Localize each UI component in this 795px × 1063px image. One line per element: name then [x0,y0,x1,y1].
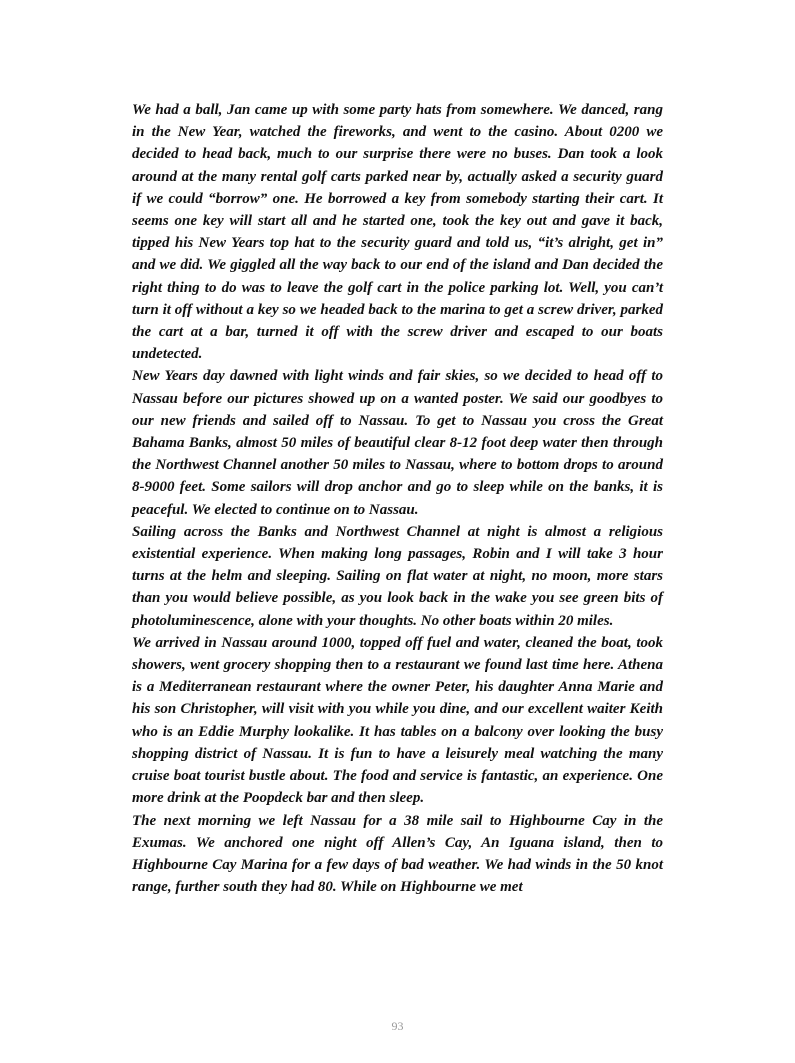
paragraph-new-years-day: New Years day dawned with light winds and fair skies, so we decided to head off to Nassau before our pictures showed up on a wanted poster. We said our goodbyes to our new friends and sailed off to Nassau. To get to Nassau you cross the Great Bahama Banks, almost 50 miles of beautiful clear 8-12 foot deep water then through the Northwest Channel another 50 miles to Nassau, where to bottom drops to around 8-9000 feet. Some sailors will drop anchor and go to sleep while on the banks, it is peaceful. We elected to continue on to Nassau. [132,368,663,518]
paragraph-highbourne-cay: The next morning we left Nassau for a 38 mile sail to Highbourne Cay in the Exumas. We anchored one night off Allen’s Cay, An Iguana island, then to Highbourne Cay Marina for a few days of bad weather. We had winds in the 50 knot range, further south they had 80. While on Highbourne we met [132,812,663,896]
body-text [132,99,663,898]
paragraph-new-year-night: We had a ball, Jan came up with some party hats from somewhere. We danced, rang in the New Year, watched the fireworks, and went to the casino. About 0200 we decided to head back, much to our surprise there were no buses. Dan took a look around at the many rental golf carts parked near by, actually asked a security guard if we could “borrow” one. He borrowed a key from somebody starting their cart. It seems one key will start all and he started one, took the key out and gave it back, tipped his New Years top hat to the security guard and told us, “it’s alright, get in” and we did. We giggled all the way back to our end of the island and Dan decided the right thing to do was to leave the golf cart in the police parking lot. Well, you can’t turn it off without a key so we headed back to the marina to get a screw driver, parked the cart at a bar, turned it off with the screw driver and escaped to our boats undetected. [132,102,663,363]
paragraph-nassau-arrival: We arrived in Nassau around 1000, topped off fuel and water, cleaned the boat, took showers, went grocery shopping then to a restaurant we found last time here. Athena is a Mediterranean restaurant where the owner Peter, his daughter Anna Marie and his son Christopher, will visit with you while you dine, and our excellent waiter Keith who is an Eddie Murphy lookalike. It has tables on a balcony over looking the busy shopping district of Nassau. It is fun to have a leisurely meal watching the many cruise boat tourist bustle about. The food and service is fantastic, an experience. One more drink at the Poopdeck bar and then sleep. [132,634,663,807]
paragraph-night-sailing: Sailing across the Banks and Northwest Channel at night is almost a religious existential experience. When making long passages, Robin and I will take 3 hour turns at the helm and sleeping. Sailing on flat water at night, no moon, more stars than you would believe possible, as you look back in the wake you see green bits of photoluminescence, alone with your thoughts. No other boats within 20 miles. [132,523,663,629]
page-number: 93 [391,1019,404,1033]
